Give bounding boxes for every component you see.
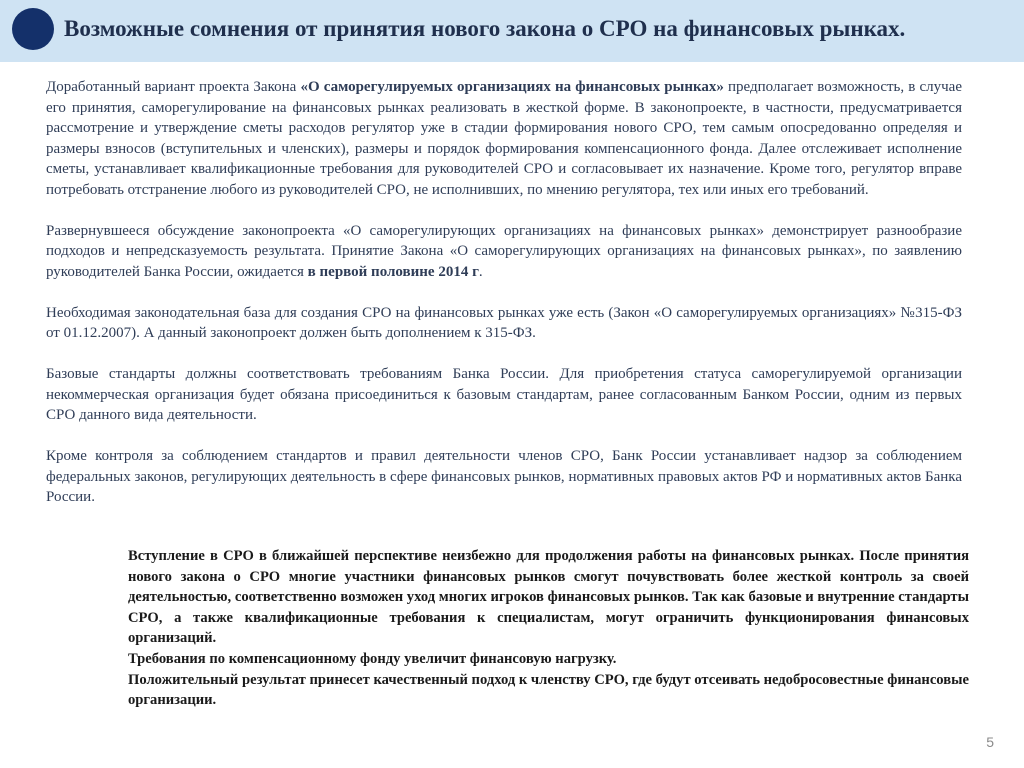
paragraph-2-date: в первой половине 2014 г <box>307 263 479 280</box>
paragraph-1-text-a: Доработанный вариант проекта Закона <box>46 79 301 95</box>
circle-icon <box>12 8 54 50</box>
paragraph-1-law-title: «О саморегулируемых организациях на финансовых рынках» <box>300 79 724 95</box>
conclusion-paragraph-3: Положительный результат принесет качественный подход к членству СРО, где будут отсеивать недобросовестные финансовые организации. <box>128 671 969 709</box>
paragraph-4: Базовые стандарты должны соответствовать требованиям Банка России. Для приобретения статуса саморегулируемой организации некоммерческая организация будет обязана присоединиться к базовым стандартам, ранее согласованным Банком России, одним из первых СРО данного вида деятельности. <box>46 366 962 423</box>
body-text <box>46 77 962 528</box>
paragraph-2 <box>46 221 962 283</box>
conclusion-paragraph-1: Вступление в СРО в ближайшей перспективе неизбежно для продолжения работы на финансовых рынках. После принятия нового закона о СРО многие участники финансовых рынков смогут почувствовать более жесткой контроль за своей деятельностью, соответственно возможен уход многих игроков финансовых рынков. Так как базовые и внутренние стандарты СРО, а также квалификационные требования к специалистам, могут ограничить функционирования финансовых организаций. <box>128 548 969 647</box>
paragraph-2-text-b: . <box>478 263 483 280</box>
page-number: 5 <box>986 734 994 750</box>
paragraph-3: Необходимая законодательная база для создания СРО на финансовых рынках уже есть (Закон «О саморегулируемых организациях» №315-ФЗ от 01.12.2007). А данный законопроект должен быть дополнением к 315-ФЗ. <box>46 304 962 341</box>
paragraph-5: Кроме контроля за соблюдением стандартов и правил деятельности членов СРО, Банк России устанавливает надзор за соблюдением федеральных законов, регулирующих деятельность в сфере финансовых рынков, нормативных правовых актов РФ и нормативных актов Банка России. <box>46 448 962 505</box>
page-title: Возможные сомнения от принятия нового закона о СРО на финансовых рынках. <box>64 16 906 41</box>
conclusion-block <box>128 546 969 711</box>
header-band <box>0 0 1024 62</box>
conclusion-paragraph-2: Требования по компенсационному фонду увеличит финансовую нагрузку. <box>128 650 617 667</box>
paragraph-1 <box>46 77 962 200</box>
paragraph-1-text-b: предполагает возможность, в случае его принятия, саморегулирование на финансовых рынках реализовать в жесткой форме. В законопроекте, в частности, предусматривается рассмотрение и утверждение сметы расходов регулятор уже в стадии формирования нового СРО, тем самым опосредованно определяя и размеры взносов (вступительных и членских), размеры и порядок формирования компенсационного фонда. Далее отслеживает исполнение сметы, устанавливает квалификационные требования для руководителей СРО и согласовывает их назначение. Кроме того, регулятор вправе потребовать отстранение любого из руководителей СРО, не исполнивших, по мнению регулятора, тех или иных его требований. <box>46 79 962 198</box>
paragraph-2-text-a: Развернувшееся обсуждение законопроекта «О саморегулирующих организациях на финансовых рынках» демонстрирует разнообразие подходов и непредсказуемость результата. Принятие Закона «О саморегулирующих организациях на финансовых рынках», по заявлению руководителей Банка России, ожидается <box>46 222 962 280</box>
